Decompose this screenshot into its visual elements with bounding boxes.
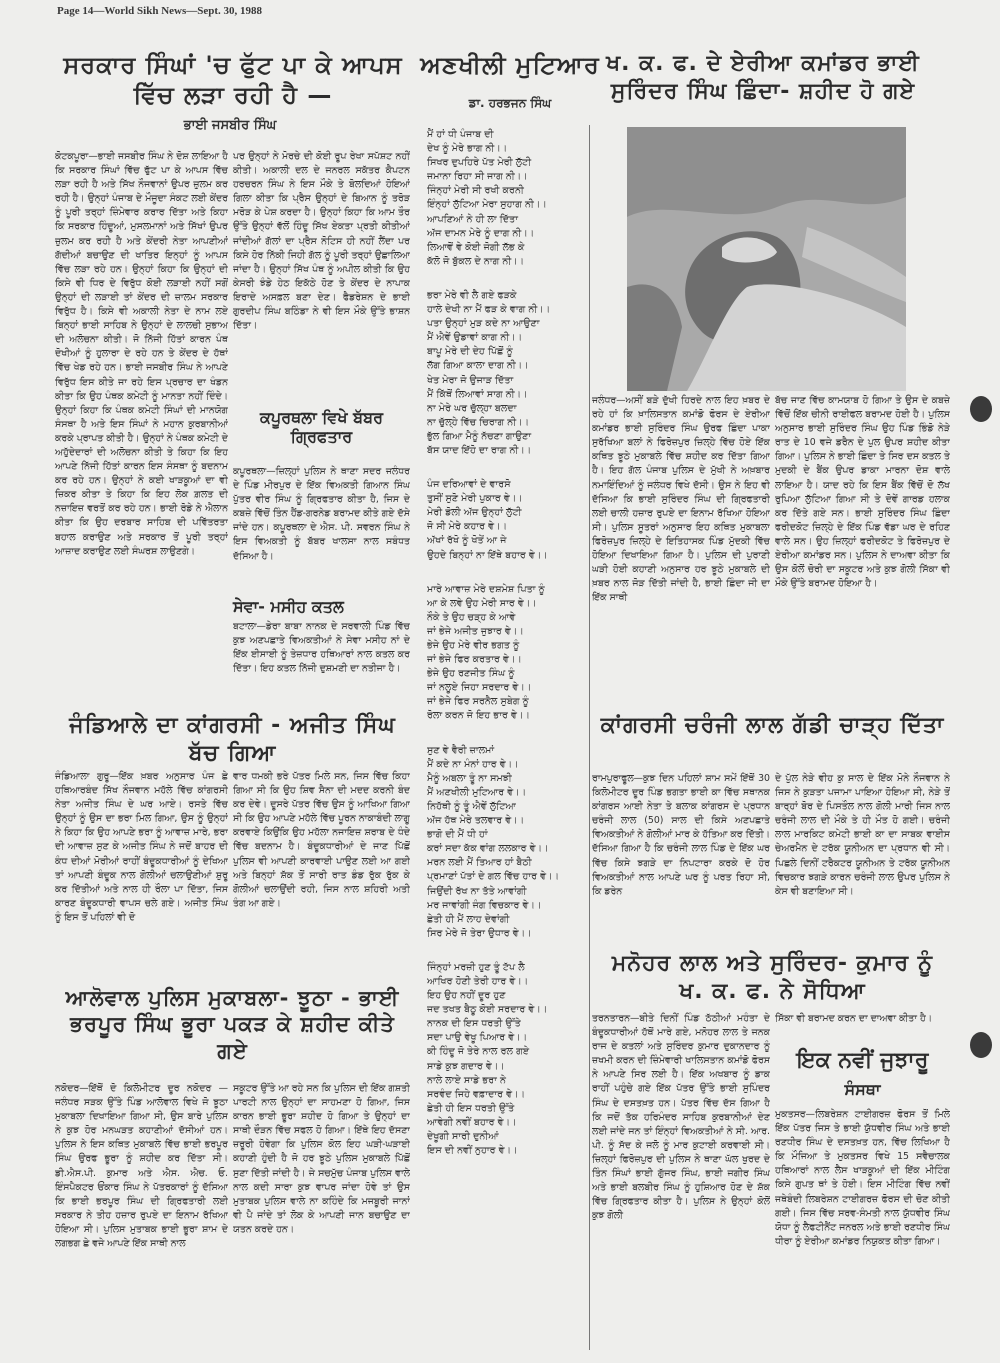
page-folio: Page 14—World Sikh News—Sept. 30, 1988 (57, 5, 263, 17)
poem-line: ਮੈਂ ਕਦੇ ਨਾ ਮੰਨਾਂ ਹਾਰ ਵੇ।। (427, 758, 519, 770)
poem-line: ਭਾਗੋ ਦੀ ਮੈਂ ਧੀ ਹਾਂ (427, 829, 488, 841)
poem-line: ਖੇਤ ਮੇਰਾ ਜੋ ਉਜਾੜ ਦਿੱਤਾ (427, 374, 514, 386)
poem-line: ਨਾਨਕ ਦੀ ਇਸ ਧਰਤੀ ਉੱਤੇ (427, 1018, 521, 1030)
poem-line: ਦੇਖ ਨੂੰ ਮੇਰੇ ਭਾਗ ਨੀ।। (427, 143, 508, 155)
poem-line: ਦੇਖੂਗੀ ਸਾਰੀ ਦੁਨੀਆਂ (427, 1131, 499, 1142)
poem-stanza (427, 744, 602, 941)
manohar-headline: ਮਨੋਹਰ ਲਾਲ ਅਤੇ ਸੁਰਿੰਦਰ- ਕੁਮਾਰ ਨੂੰ ਖ. ਕ. ਫ. ਨੇ ਸੋਧਿਆ (611, 951, 934, 1004)
poem-line: ਮਰਨ ਲਈ ਮੈਂ ਤਿਆਰ ਹਾਂ ਬੈਠੀ (427, 857, 532, 869)
poem-line: ਕਰਾਂ ਸਦਾ ਕੱਕ ਵਾਂਗ ਲਲਕਾਰ ਵੇ।। (427, 843, 549, 855)
poem-line: ਲਿਆਵੋਂ ਵੇ ਕੋਈ ਜੋਗੀ ਲੱਭ ਕੇ (427, 241, 525, 253)
poem-line: ਕੀ ਹਿੰਦੂ ਜੋ ਤੇਰੇ ਨਾਲ ਰਲ ਗਏ (427, 1046, 530, 1058)
poem-line: ਪਤਾ ਉਨ੍ਹਾਂ ਮੁੜ ਕਦੇ ਨਾ ਆਉਣਾ (427, 318, 540, 330)
poem-line: ਮੈਂ ਐਵੇਂ ਉਡਾਵਾਂ ਕਾਗ ਨੀ।। (427, 332, 523, 344)
govt-text-col1: ਕੋਟਕਪੂਰਾ—ਭਾਈ ਜਸਬੀਰ ਸਿੰਘ ਨੇ ਦੋਸ਼ ਲਾਇਆ ਹੈ ਕਿ ਸਰਕਾਰ ਸਿੰਘਾਂ ਵਿੱਚ ਫੁੱਟ ਪਾ ਕੇ ਆਪਸ ਵਿੱਚ ਲੜਾ ਰਹੀ ਹੈ ਅਤੇ ਸਿੱਖ ਨੌਜਵਾਨਾਂ ਉਪਰ ਜ਼ੁਲਮ ਕਰ ਰਹੀ ਹੈ। ਉਨ੍ਹਾਂ ਪੰਜਾਬ ਦੇ ਮੌਜੂਦਾ ਸੰਕਟ ਲਈ ਕੇਂਦਰ ਨੂੰ ਪੂਰੀ ਤਰ੍ਹਾਂ ਜ਼ਿੰਮੇਵਾਰ ਕਰਾਰ ਦਿੱਤਾ ਅਤੇ ਕਿਹਾ ਕਿ ਸਰਕਾਰ ਹਿੰਦੂਆਂ, ਮੁਸਲਮਾਨਾਂ ਅਤੇ ਸਿੱਖਾਂ ਉਪਰ ਜ਼ੁਲਮ ਕਰ ਰਹੀ ਹੈ ਅਤੇ ਕੇਂਦਰੀ ਨੇਤਾ ਆਪਣੀਆਂ ਗੱਦੀਆਂ ਬਚਾਉਣ ਦੀ ਖਾਤਿਰ ਇਨ੍ਹਾਂ ਨੂੰ ਆਪਸ ਵਿੱਚ ਲੜਾ ਰਹੇ ਹਨ। ਉਨ੍ਹਾਂ ਕਿਹਾ ਕਿ ਉਨ੍ਹਾਂ ਦੀ ਕਿਸੇ ਵੀ ਧਿਰ ਦੇ ਵਿਰੁੱਧ ਕੋਈ ਲੜਾਈ ਨਹੀਂ ਸਗੋਂ ਉਨ੍ਹਾਂ ਦੀ ਲੜਾਈ ਤਾਂ ਕੇਂਦਰ ਦੀ ਜ਼ਾਲਮ ਸਰਕਾਰ ਵਿਰੁੱਧ ਹੈ। ਕਿਸੇ ਵੀ ਅਕਾਲੀ ਨੇਤਾ ਦੇ ਨਾਮ ਲਏ ਬਿਨ੍ਹਾਂ ਭਾਈ ਸਾਹਿਬ ਨੇ ਉਨ੍ਹਾਂ ਦੇ ਲਾਲਚੀ ਸੁਭਾਅ ਦੀ ਅਲੋਚਨਾ ਕੀਤੀ। ਜੋ ਨਿੱਜੀ ਹਿੱਤਾਂ ਕਾਰਨ ਪੰਥ ਦੋਖੀਆਂ ਨੂੰ ਹੁਲਾਰਾ ਦੇ ਰਹੇ ਹਨ ਤੇ ਕੇਂਦਰ ਦੇ ਹੱਥਾਂ ਵਿੱਚ ਖੇਡ ਰਹੇ ਹਨ। ਭਾਈ ਜਸਬੀਰ ਸਿੰਘ ਨੇ ਆਪਣੇ ਵਿਰੁੱਧ ਇਸ ਕੀਤੇ ਜਾ ਰਹੇ ਇਸ ਪ੍ਰਚਾਰ ਦਾ ਖੰਡਨ ਕੀਤਾ ਕਿ ਉਹ ਪੰਥਕ ਕਮੇਟੀ ਨੂੰ ਮਾਨਤਾ ਨਹੀਂ ਦਿੰਦੇ। ਉਨ੍ਹਾਂ ਕਿਹਾ ਕਿ ਪੰਥਕ ਕਮੇਟੀ ਸਿੰਘਾਂ ਦੀ ਮਾਨਯੋਗ ਸੰਸਥਾ ਹੈ ਅਤੇ ਇਸ ਸਿੰਘਾਂ ਨੇ ਮਹਾਨ ਕੁਰਬਾਨੀਆਂ ਕਰਕੇ ਪ੍ਰਾਪਤ ਕੀਤੀ ਹੈ। ਉਨ੍ਹਾਂ ਨੇ ਪੰਥਕ ਕਮੇਟੀ ਦੇ ਅਹੁੱਦੇਦਾਰਾਂ ਦੀ ਅਲੋਚਨਾ ਕੀਤੀ ਤੇ ਕਿਹਾ ਕਿ ਇਹ ਆਪਣੇ ਨਿੱਜੀ ਹਿੱਤਾਂ ਕਾਰਨ ਇਸ ਸੰਸਥਾ ਨੂੰ ਬਦਨਾਮ ਕਰ ਰਹੇ ਹਨ। ਉਨ੍ਹਾਂ ਨੇ ਕਈ ਖਾੜਕੂਆਂ ਦਾ ਵੀ ਜ਼ਿਕਰ ਕੀਤਾ ਤੇ ਕਿਹਾ ਕਿ ਇਹ ਲੋਕ ਗ਼ਲਤ ਦੀ ਨਜ਼ਾਇਜ਼ ਵਰਤੋਂ ਕਰ ਰਹੇ ਹਨ। ਭਾਈ ਰੋਡੇ ਨੇ ਐਲਾਨ ਕੀਤਾ ਕਿ ਉਹ ਦਰਬਾਰ ਸਾਹਿਬ ਦੀ ਪਵਿੱਤਰਤਾ ਬਹਾਲ ਕਰਾਉਣ ਅਤੇ ਸਰਕਾਰ ਤੋਂ ਪੂਰੀ ਤਰ੍ਹਾਂ ਆਜ਼ਾਦ ਕਰਾਉਣ ਲਈ ਸੰਘਰਸ਼ ਲਾਉਣਗੇ। (55, 151, 228, 557)
poem-line: ਭੇਜੇ ਉਹ ਰਣਜੀਤ ਸਿੰਘ ਨੂੰ (427, 668, 515, 680)
poem-line: ਨਾ ਚੁੱਲ੍ਹੇ ਵਿੱਚ ਚਿਰਾਗ ਨੀ।। (427, 416, 530, 428)
poem-line: ਜਮਾਨਾ ਰਿਹਾ ਸੀ ਜਾਗ ਨੀ।। (427, 171, 528, 183)
poem-line: ਇੰਨ੍ਹਾਂ ਲੁੱਟਿਆ ਮੇਰਾ ਸੁਹਾਗ ਨੀ।। (427, 199, 547, 211)
poem-stanza (427, 289, 602, 458)
poem-line: ਨਿਹੱਥੀ ਨੂੰ ਤੂੰ ਐਵੇਂ ਲੁੱਟਿਆ (427, 800, 516, 812)
poem-line: ਮੇਰੀ ਡੋਲੀ ਅੱਜ ਉਨ੍ਹਾਂ ਲੁੱਟੀ (427, 507, 522, 519)
poem-line: ਜਾਂ ਭੇਜੇ ਫਿਰ ਕਰਤਾਰ ਵੇ।। (427, 654, 522, 666)
poem-line: ਹਾਲੇ ਦੇਖੀ ਨਾ ਮੈਂ ਫੜ ਕੇ ਵਾਗ ਨੀ।। (427, 304, 551, 316)
poem-line: ਜਿੰਨ੍ਹਾਂ ਮਰਜ਼ੀ ਹੁਣ ਤੂੰ ਟੱਪ ਲੈ (427, 961, 525, 973)
poem-line: ਕੱਲੋ ਜੋ ਬੁੱਕਲ ਦੇ ਨਾਗ ਨੀ।। (427, 255, 525, 267)
poem-byline: ਡਾ. ਹਰਭਜਨ ਸਿੰਘ (468, 96, 552, 110)
poem-line: ਭੁੱਲ ਗਿਆ ਮੈਨੂੰ ਨੱਚਣਾ ਗਾਉਣਾ (427, 430, 532, 442)
poem-line: ਰੋਲਾ ਕਰਨ ਜੋ ਇਹ ਭਾਰ ਵੇ।। (427, 710, 530, 722)
poem-line: ਜਾਂ ਭੇਜੇ ਅਜੀਤ ਜੁਝਾਰ ਵੇ।। (427, 625, 524, 637)
poem-line: ਜਾਂ ਭੇਜੇ ਫਿਰ ਸਰਨੈਲ ਸੁਬੇਗ ਨੂੰ (427, 696, 529, 708)
poem-line: ਸਦਾ ਪਾਉ ਵੇਖੂ ਪਿਆਰ ਵੇ।। (427, 1032, 528, 1044)
poem-stanza (427, 583, 602, 724)
poem-line: ਆ ਕੇ ਲਵੇ ਉਹ ਮੇਰੀ ਸਾਰ ਵੇ।। (427, 597, 537, 609)
martyr-photo (627, 127, 906, 391)
poem-line: ਤੁਸੀਂ ਸੁਣੋ ਮੇਰੀ ਪੁਕਾਰ ਵੇ।। (427, 493, 523, 505)
poem-line: ਸਾਡੇ ਕੁਝ ਗਦਾਰ ਵੇ।। (427, 1060, 505, 1072)
poem-line: ਛੇਤੀ ਹੀ ਮੈਂ ਲਾਹ ਦੇਵਾਂਗੀ (427, 913, 510, 925)
chhinda-text-col1: ਜਲੰਧਰ—ਅਸੀਂ ਬੜੇ ਦੁੱਖੀ ਹਿਰਦੇ ਨਾਲ ਇਹ ਖ਼ਬਰ ਦੇ ਰਹੇ ਹਾਂ ਕਿ ਖ਼ਾਲਿਸਤਾਨ ਕਮਾਂਡੋ ਫੋਰਸ ਦੇ ਏਰੀਆ ਕਮਾਂਡਰ ਭਾਈ ਸੁਰਿੰਦਰ ਸਿੰਘ ਉਰਫ ਛਿੰਦਾ ਪਾਕਾ ਸੁਰੱਖਿਆ ਬਲਾਂ ਨੇ ਫਿਰੋਜ਼ਪੁਰ ਜ਼ਿਲ੍ਹੇ ਵਿੱਚ ਹੋਏ ਇੱਕ ਕਥਿਤ ਝੂਠੇ ਮੁਕਾਬਲੇ ਵਿੱਚ ਸ਼ਹੀਦ ਕਰ ਦਿੱਤਾ ਗਿਆ ਹੈ। ਇਹ ਗੱਲ ਪੰਜਾਬ ਪੁਲਿਸ ਦੇ ਮੁੱਖੀ ਨੇ ਅਖ਼ਬਾਰ ਨਮਾਇੰਦਿਆਂ ਨੂੰ ਜਲੰਧਰ ਵਿਖੇ ਦੱਸੀ। ਉਸ ਨੇ ਇਹ ਵੀ ਦੱਸਿਆ ਕਿ ਭਾਈ ਸੁਰਿੰਦਰ ਸਿੰਘ ਦੀ ਗ੍ਰਿਫਤਾਰੀ ਲਈ ਚਾਲੀ ਹਜ਼ਾਰ ਰੁਪਏ ਦਾ ਇਨਾਮ ਰੱਖਿਆ ਹੋਇਆ ਸੀ। ਪੁਲਿਸ ਸੂਤਰਾਂ ਅਨੁਸਾਰ ਇਹ ਕਥਿਤ ਮੁਕਾਬਲਾ ਫਿਰੋਜ਼ਪੁਰ ਜ਼ਿਲ੍ਹੇ ਦੇ ਇਤਿਹਾਸਕ ਪਿੰਡ ਮੁੱਦਕੀ ਵਿੱਚ ਹੋਇਆ ਦਿਖਾਇਆ ਗਿਆ ਹੈ। ਪੁਲਿਸ ਦੀ ਪੁਰਾਣੀ ਘੜੀ ਹੋਈ ਕਹਾਣੀ ਅਨੁਸਾਰ ਹਰ ਝੂਠੇ ਮੁਕਾਬਲੇ ਦੀ ਖ਼ਬਰ ਨਾਲ ਜੋੜ ਦਿੱਤੀ ਜਾਂਦੀ ਹੈ, ਭਾਈ ਛਿੰਦਾ ਜੀ ਦਾ ਇੱਕ ਸਾਥੀ (592, 395, 770, 604)
poem-line: ਅੱਜ ਦਾਮਨ ਮੇਰੇ ਨੂੰ ਦਾਗ ਨੀ।। (427, 227, 535, 239)
jujharu-subheadline: ਸੰਸਥਾ (844, 1080, 881, 1099)
poem-line: ਜਾਂ ਨਲੂਏ ਜਿਹਾ ਸਰਦਾਰ ਵੇ।। (427, 682, 532, 694)
jujharu-headline: ਇਕ ਨਵੀਂ ਜੁਝਾਰੂ (796, 1048, 929, 1073)
poem-line: ਜਦ ਤਖਤ ਬੈਠੂ ਕੋਈ ਸਰਦਾਰ ਵੇ।। (427, 1004, 548, 1016)
poem-line: ਸਰਵੰਦ ਜਿਹੇ ਵਫ਼ਾਦਾਰ ਵੇ।। (427, 1088, 526, 1100)
poem-line: ਉਹਦੇ ਬਿਨ੍ਹਾਂ ਨਾ ਇੱਥੇ ਬਹਾਰ ਵੇ।। (427, 549, 548, 561)
kapurthala-headline: ਕਪੂਰਥਲਾ ਵਿਖੇ ਬੱਬਰ ਗ੍ਰਿਫਤਾਰ (259, 408, 384, 447)
poem-line: ਜਿੰਨ੍ਹਾਂ ਮੇਰੀ ਸੀ ਰਖੀ ਕਰਨੀ (427, 185, 524, 197)
gaddi-text-col1: ਰਾਮਪੁਰਾਫੂਲ—ਕੁਝ ਦਿਨ ਪਹਿਲਾਂ ਸ਼ਾਮ ਸਮੇਂ ਇੱਥੋਂ 30 ਕਿਲੋਮੀਟਰ ਦੂਰ ਪਿੰਡ ਭਗਤਾ ਭਾਈ ਕਾ ਵਿੱਚ ਸਥਾਨਕ ਕਾਂਗਰਸ ਆਈ ਨੇਤਾ ਤੇ ਬਲਾਕ ਕਾਂਗਰਸ ਦੇ ਪ੍ਰਧਾਨ ਚਰੰਜੀ ਲਾਲ (50) ਸਾਲ ਦੀ ਕਿਸੇ ਅਣਪਛਾਤੇ ਵਿਅਕਤੀਆਂ ਨੇ ਗੋਲੀਆਂ ਮਾਰ ਕੇ ਹੱਤਿਆ ਕਰ ਦਿੱਤੀ। ਦੱਸਿਆ ਗਿਆ ਹੈ ਕਿ ਚਰੰਜੀ ਲਾਲ ਪਿੰਡ ਦੇ ਇੱਕ ਘਰ ਵਿੱਚ ਕਿਸੇ ਝਗੜੇ ਦਾ ਨਿਪਟਾਰਾ ਕਰਕੇ ਦੋ ਹੋਰ ਵਿਅਕਤੀਆਂ ਨਾਲ ਆਪਣੇ ਘਰ ਨੂੰ ਪਰਤ ਰਿਹਾ ਸੀ, ਕਿ ਡਰੇਨ (592, 773, 770, 897)
gaddi-headline: ਕਾਂਗਰਸੀ ਚਰੰਜੀ ਲਾਲ ਗੱਡੀ ਚਾੜ੍ਹ ਦਿੱਤਾ (600, 713, 945, 738)
alowal-headline: ਆਲੋਵਾਲ ਪੁਲਿਸ ਮੁਕਾਬਲਾ- ਝੂਠਾ - ਭਾਈ ਭਰਪੂਰ ਸਿੰਘ ਭੂਰਾ ਪਕੜ ਕੇ ਸ਼ਹੀਦ ਕੀਤੇ ਗਏ (65, 986, 400, 1063)
jujharu-text: ਮੁਕਤਸਰ—ਲਿਬਰੇਸ਼ਨ ਟਾਈਗਰਜ਼ ਫੋਰਸ ਤੋਂ ਮਿਲੇ ਇੱਕ ਪੱਤਰ ਜਿਸ ਤੇ ਭਾਈ ਯੁੱਧਵੀਰ ਸਿੰਘ ਅਤੇ ਭਾਈ ਰਣਧੀਰ ਸਿੰਘ ਦੇ ਦਸਤਖ਼ਤ ਹਨ, ਵਿੱਚ ਲਿਖਿਆ ਹੈ ਕਿ ਮੌਜਿਆ ਤੇ ਮੁਕਤਸਰ ਵਿਖੇ 15 ਸਵੈਚਾਲਕ ਹਥਿਆਰਾਂ ਨਾਲ ਲੈਸ ਖਾੜਕੂਆਂ ਦੀ ਇੱਕ ਮੀਟਿੰਗ ਕਿਸੇ ਗੁਪਤ ਥਾਂ ਤੇ ਹੋਈ। ਇਸ ਮੀਟਿੰਗ ਵਿੱਚ ਨਵੀਂ ਜਥੇਬੰਦੀ ਲਿਬਰੇਸ਼ਨ ਟਾਈਗਰਜ਼ ਫੋਰਸ ਦੀ ਚੋਣ ਕੀਤੀ ਗਈ। ਜਿਸ ਵਿੱਚ ਸਰਵ-ਸੰਮਤੀ ਨਾਲ ਯੁੱਧਵੀਰ ਸਿੰਘ ਯੋਧਾ ਨੂੰ ਲੈਫਟੀਨੈਂਟ ਜਨਰਲ ਅਤੇ ਭਾਈ ਰਣਧੀਰ ਸਿੰਘ ਧੀਰਾ ਨੂੰ ਏਰੀਆ ਕਮਾਂਡਰ ਨਿਯੁਕਤ ਕੀਤਾ ਗਿਆ। (775, 1109, 950, 1247)
poem-line: ਮੈਂ ਅਣਖੀਲੀ ਮੁਟਿਆਰ ਵੇ।। (427, 786, 527, 798)
poem-line: ਸੁਣ ਵੇ ਵੈਰੀ ਜ਼ਾਲਮਾਂ (427, 744, 495, 756)
govt-text-col2: ਪਰ ਉਨ੍ਹਾਂ ਨੇ ਮੋਰਚੇ ਦੀ ਕੋਈ ਰੂਪ ਰੇਖਾ ਸਪੱਸ਼ਟ ਨਹੀਂ ਕੀਤੀ। ਅਕਾਲੀ ਦਲ ਦੇ ਜਨਰਲ ਸਕੱਤਰ ਕੈਪਟਨ ਹਰਚਰਨ ਸਿੰਘ ਨੇ ਇਸ ਮੌਕੇ ਤੇ ਬੋਲਦਿਆਂ ਹੋਇਆਂ ਗਿਲਾ ਕੀਤਾ ਕਿ ਪ੍ਰੈਸ ਉਨ੍ਹਾਂ ਦੇ ਬਿਆਨ ਨੂੰ ਤਰੋੜ ਮਰੋੜ ਕੇ ਪੇਸ਼ ਕਰਦਾ ਹੈ। ਉਨ੍ਹਾਂ ਕਿਹਾ ਕਿ ਆਮ ਤੌਰ ਉੱਤੇ ਉਨ੍ਹਾਂ ਵੱਲੋਂ ਹਿੰਦੂ ਸਿੱਖ ਏਕਤਾ ਪ੍ਰਤੀ ਕੀਤੀਆਂ ਜਾਂਦੀਆਂ ਗੱਲਾਂ ਦਾ ਪ੍ਰੈਸ ਨੋਟਿਸ ਹੀ ਨਹੀਂ ਲੈਂਦਾ ਪਰ ਕਿਸੇ ਹੋਰ ਨਿੱਕੀ ਜਿਹੀ ਗੱਲ ਨੂੰ ਪੂਰੀ ਤਰ੍ਹਾਂ ਉਛਾਲਿਆ ਜਾਂਦਾ ਹੈ। ਉਨ੍ਹਾਂ ਸਿੱਖ ਪੰਥ ਨੂੰ ਅਪੀਲ ਕੀਤੀ ਕਿ ਉਹ ਕੇਸਰੀ ਝੰਡੇ ਹੇਠ ਇਕੱਠੇ ਹੋਣ ਤੇ ਕੇਂਦਰ ਦੇ ਨਾਪਾਕ ਇਰਾਦੇ ਅਸਫ਼ਲ ਬਣਾ ਦੇਣ। ਫੈਡਰੇਸ਼ਨ ਦੇ ਭਾਈ ਗੁਰਦੀਪ ਸਿੰਘ ਬਠਿੰਡਾ ਨੇ ਵੀ ਇਸ ਮੌਕੇ ਉੱਤੇ ਭਾਸ਼ਨ ਦਿੱਤਾ। (233, 151, 410, 332)
poem-line: ਨੌਕੇ ਤੇ ਉਹ ਚੜ੍ਹ ਕੇ ਆਵੇ (427, 611, 516, 623)
manohar-text-col1: ਤਰਨਤਾਰਨ—ਬੀਤੇ ਦਿਨੀਂ ਪਿੰਡ ਠੱਠੀਆਂ ਮਹੰਤਾ ਦੇ ਬੰਦੂਕਧਾਰੀਆਂ ਹੱਥੋਂ ਮਾਰੇ ਗਏ, ਮਨੋਹਰ ਲਾਲ ਤੇ ਜਨਕ ਰਾਜ ਦੇ ਕਤਲਾਂ ਅਤੇ ਸੁਰਿੰਦਰ ਕੁਮਾਰ ਦੁਕਾਨਦਾਰ ਨੂੰ ਜ਼ਖਮੀ ਕਰਨ ਦੀ ਜ਼ਿੰਮੇਵਾਰੀ ਖਾਲਿਸਤਾਨ ਕਮਾਂਡੋ ਫੋਰਸ ਨੇ ਆਪਣੇ ਸਿਰ ਲਈ ਹੈ। ਇੱਕ ਅਖਬਾਰ ਨੂੰ ਡਾਕ ਰਾਹੀਂ ਪਹੁੰਚੇ ਗਏ ਇੱਕ ਪੱਤਰ ਉੱਤੇ ਭਾਈ ਸੁਪਿੰਦਰ ਸਿੰਘ ਦੇ ਦਸਤਖ਼ਤ ਹਨ। ਪੱਤਰ ਵਿੱਚ ਦੱਸ ਗਿਆ ਹੈ ਕਿ ਜਦੋਂ ਤੱਕ ਹਰਿਮੰਦਰ ਸਾਹਿਬ ਕੁਰਬਾਨੀਆਂ ਦੇਣ ਲਈ ਜਾਂਦੇ ਜਨ ਤਾਂ ਇੰਨ੍ਹਾਂ ਵਿਅਕਤੀਆਂ ਨੇ ਸੀ. ਆਰ. ਪੀ. ਨੂੰ ਸੱਦ ਕੇ ਜਲੋ ਨੂੰ ਮਾਰ ਕੁਟਾਈ ਕਰਵਾਈ ਸੀ। ਜ਼ਿਲ੍ਹਾਂ ਫਿਰੋਜ਼ਪੁਰ ਦੀ ਪੁਲਿਸ ਨੇ ਥਾਣਾ ਘੱਲ ਖੁਰਦ ਦੇ ਤਿੰਨ ਸਿੰਘਾਂ ਭਾਈ ਗੁੱਜਰ ਸਿੰਘ, ਭਾਈ ਜਗੀਰ ਸਿੰਘ ਅਤੇ ਭਾਈ ਬਲਬੀਰ ਸਿੰਘ ਨੂੰ ਹੁਸ਼ਿਆਰ ਹੋਣ ਦੇ ਸ਼ੱਕ ਵਿੱਚ ਗ੍ਰਿਫਤਾਰ ਕੀਤਾ ਹੈ। ਪੁਲਿਸ ਨੇ ਉਨ੍ਹਾਂ ਕੋਲੋਂ ਕੁਝ ਗੋਲੀ (592, 1013, 770, 1222)
govt-byline: ਭਾਈ ਜਸਬੀਰ ਸਿੰਘ (183, 118, 277, 133)
chhinda-headline: ਖ. ਕ. ਫ. ਦੇ ਏਰੀਆ ਕਮਾਂਡਰ ਭਾਈ ਸੁਰਿੰਦਰ ਸਿੰਘ ਛਿੰਦਾ- ਸ਼ਹੀਦ ਹੋ ਗਏ (606, 51, 920, 104)
poem-line: ਨਾਲੇ ਲਾਏ ਸਾਡੇ ਭਰਾ ਨੇ (427, 1074, 506, 1086)
poem-line: ਛੇਤੀ ਹੀ ਇਸ ਧਰਤੀ ਉੱਤੇ (427, 1102, 515, 1114)
poem-line: ਸਿਖਰ ਦੁਪਹਿਰੇ ਪੱਤ ਮੇਰੀ ਲੁੱਟੀ (427, 157, 532, 169)
poem-line: ਜੋ ਸੀ ਮੇਰੇ ਕਹਾਰ ਵੇ।। (427, 521, 508, 533)
poem-line: ਆਵੇਗੀ ਨਵੀਂ ਬਹਾਰ ਵੇ।। (427, 1116, 517, 1128)
poem-headline: ਅਣਖੀਲੀ ਮੁਟਿਆਰ (420, 51, 600, 79)
poem-line: ਮੈਨੂੰ ਅਬਲਾ ਤੂੰ ਨਾ ਸਮਝੀ (427, 772, 512, 784)
poem-line: ਲੱਗ ਗਿਆ ਕਾਲਾ ਦਾਗ ਨੀ।। (427, 360, 529, 372)
poem-stanza (427, 128, 602, 269)
poem-body (427, 128, 602, 1348)
poem-line: ਭੇਜੇ ਉਹ ਮੇਰੇ ਵੀਰ ਭਗਤ ਨੂੰ (427, 640, 520, 651)
poem-line: ਮਾਰੇ ਆਵਾਜ਼ ਮੇਰੇ ਦਸ਼ਮੇਸ਼ ਪਿਤਾ ਨੂੰ (427, 583, 545, 595)
poem-line: ਬਾਪੂ ਮੇਰੇ ਦੀ ਦੇਹ ਪਿੱਛੋਂ ਨੂੰ (427, 346, 513, 358)
poem-line: ਅੱਜ ਹੱਥ ਮੇਰੇ ਤਲਵਾਰ ਵੇ।। (427, 815, 525, 827)
manohar-text-col2: ਸਿੱਕਾ ਵੀ ਬਰਾਮਦ ਕਰਨ ਦਾ ਦਾਅਵਾ ਕੀਤਾ ਹੈ। (775, 1013, 933, 1024)
poem-line: ਸਿਰ ਮੇਰੇ ਜੋ ਤੇਰਾ ਉਧਾਰ ਵੇ।। (427, 927, 532, 939)
masih-headline: ਸੇਵਾ- ਮਸੀਹ ਕਤਲ (233, 597, 344, 616)
martyr-photo-image (627, 127, 906, 391)
poem-line: ਨਾ ਮੇਰੇ ਘਰ ਚੁੱਲ੍ਹਾ ਬਲਦਾ (427, 402, 517, 414)
alowal-text-col2: ਸਕੂਟਰ ਉੱਤੇ ਆ ਰਹੇ ਸਨ ਕਿ ਪੁਲਿਸ ਦੀ ਇੱਕ ਗਸ਼ਤੀ ਪਾਰਟੀ ਨਾਲ ਉਨ੍ਹਾਂ ਦਾ ਸਾਹਮਣਾ ਹੋ ਗਿਆ, ਜਿਸ ਕਾਰਨ ਭਾਈ ਭੂਰਾ ਸ਼ਹੀਦ ਹੋ ਗਿਆ ਤੇ ਉਨ੍ਹਾਂ ਦਾ ਸਾਥੀ ਦੌੜਨ ਵਿੱਚ ਸਫਲ ਹੋ ਗਿਆ। ਇੱਥੇ ਇਹ ਦੱਸਣਾ ਜ਼ਰੂਰੀ ਹੋਵੇਗਾ ਕਿ ਪੁਲਿਸ ਕੋਲ ਇਹ ਘੜੀ-ਘੜਾਈ ਕਹਾਣੀ ਹੁੰਦੀ ਹੈ ਜੋ ਹਰ ਝੂਠੇ ਪੁਲਿਸ ਮੁਕਾਬਲੇ ਪਿੱਛੋਂ ਸੁਣਾ ਦਿੱਤੀ ਜਾਂਦੀ ਹੈ। ਜੇ ਸਚਮੁੱਚ ਪੰਜਾਬ ਪੁਲਿਸ ਵਾਲੇ ਨਾਲ ਕਦੀ ਸਾਰਾ ਕੁਝ ਵਾਪਰ ਜਾਂਦਾ ਹੋਵੇ ਤਾਂ ਉਸ ਮੁਤਾਬਕ ਪੁਲਿਸ ਵਾਲੇ ਨਾ ਕਹਿੰਦੇ ਕਿ ਮਜਬੂਰੀ ਜਾਨਾਂ ਵੀ ਪੈ ਜਾਂਦੇ ਤਾਂ ਲੋਕ ਕੇ ਆਪਣੀ ਜਾਨ ਬਚਾਉਣ ਦਾ ਯਤਨ ਕਰਦੇ ਹਨ। (233, 1083, 410, 1235)
alowal-text-col1: ਨਕੋਦਰ—ਇੱਥੋਂ ਦੋ ਕਿਲੋਮੀਟਰ ਦੂਰ ਨਕੋਦਰ — ਜਲੰਧਰ ਸੜਕ ਉੱਤੇ ਪਿੰਡ ਆਲੋਵਾਲ ਵਿਖੇ ਜੋ ਝੂਠਾ ਮੁਕਾਬਲਾ ਦਿਖਾਇਆ ਗਿਆ ਸੀ, ਉਸ ਬਾਰੇ ਪੁਲਿਸ ਨੇ ਕੁਝ ਹੋਰ ਮਨਘੜਤ ਕਹਾਣੀਆਂ ਦੱਸੀਆਂ ਹਨ। ਪੁਲਿਸ ਨੇ ਇਸ ਕਥਿਤ ਮੁਕਾਬਲੇ ਵਿੱਚ ਭਾਈ ਭਰਪੂਰ ਸਿੰਘ ਉਰਫ ਭੂਰਾ ਨੂੰ ਸ਼ਹੀਦ ਕਰ ਦਿੱਤਾ ਸੀ। ਡੀ.ਐਸ.ਪੀ. ਕੁਮਾਰ ਅਤੇ ਐਸ. ਐਚ. ਓ. ਇੰਸਪੈਕਟਰ ਓਂਕਾਰ ਸਿੰਘ ਨੇ ਪੱਤਰਕਾਰਾਂ ਨੂੰ ਦੱਸਿਆ ਕਿ ਭਾਈ ਭਰਪੂਰ ਸਿੰਘ ਦੀ ਗ੍ਰਿਫਤਾਰੀ ਲਈ ਸਰਕਾਰ ਨੇ ਤੀਹ ਹਜ਼ਾਰ ਰੁਪਏ ਦਾ ਇਨਾਮ ਰੱਖਿਆ ਹੋਇਆ ਸੀ। ਪੁਲਿਸ ਮੁਤਾਬਕ ਭਾਈ ਭੂਰਾ ਸ਼ਾਮ ਦੇ ਲਗਭਗ ਛੇ ਵਜੇ ਆਪਣੇ ਇੱਕ ਸਾਥੀ ਨਾਲ (55, 1083, 228, 1250)
poem-line: ਇਹ ਉਹ ਨਹੀਂ ਦੂਰ ਹੁਣ (427, 990, 506, 1002)
jandiala-text-col2: ਵਾਰ ਧਮਕੀ ਭਰੇ ਪੱਤਰ ਮਿਲੇ ਸਨ, ਜਿਸ ਵਿੱਚ ਕਿਹਾ ਗਿਆ ਸੀ ਕਿ ਉਹ ਸ਼ਿਵ ਸੈਨਾ ਦੀ ਮਦਦ ਕਰਨੀ ਬੰਦ ਕਰ ਦੇਵੇ। ਦੂਸਰੇ ਪੱਤਰ ਵਿੱਚ ਉਸ ਨੂੰ ਆਖਿਆ ਗਿਆ ਸੀ ਕਿ ਉਹ ਆਪਣੇ ਮਹੱਲੇ ਵਿੱਚ ਪੂਰਨ ਨਾਕਾਬੰਦੀ ਲਾਗੂ ਕਰਵਾਏ ਕਿਉਂਕਿ ਉਹ ਮਹੱਲਾ ਨਜਾਇਜ਼ ਸ਼ਰਾਬ ਦੇ ਧੰਦੇ ਵਿੱਚ ਬਦਨਾਮ ਹੈ। ਬੰਦੂਕਧਾਰੀਆਂ ਦੇ ਜਾਣ ਪਿੱਛੋਂ ਪੁਲਿਸ ਵੀ ਆਪਣੀ ਕਾਰਵਾਈ ਪਾਉਣ ਲਈ ਆ ਗਈ ਅਤੇ ਬਿਨ੍ਹਾਂ ਸ਼ੱਕ ਤੋਂ ਸਾਰੀ ਰਾਤ ਡੰਡ ਰੁੱਕ ਰੁੱਕ ਕੇ ਗੋਲੀਆਂ ਚਲਾਉਂਦੀ ਰਹੀ, ਜਿਸ ਨਾਲ ਸ਼ਹਿਰੀ ਅਤੀ ਤੰਗ ਆ ਗਏ। (233, 771, 410, 909)
poem-line: ਮੈਂ ਕਿੱਥੋਂ ਲਿਆਵਾਂ ਸਾਗ ਨੀ।। (427, 388, 528, 400)
poem-line: ਆਪਣਿਆਂ ਨੇ ਹੀ ਲਾ ਦਿੱਤਾ (427, 213, 518, 225)
jandiala-headline: ਜੰਡਿਆਲੇ ਦਾ ਕਾਂਗਰਸੀ - ਅਜੀਤ ਸਿੰਘ ਬੱਚ ਗਿਆ (69, 713, 396, 766)
column-rule (589, 125, 590, 1350)
poem-line: ਇਸ ਦੀ ਨਵੀਂ ਨੁਹਾਰ ਵੇ।। (427, 1145, 518, 1157)
poem-stanza (427, 961, 602, 1158)
govt-headline: ਸਰਕਾਰ ਸਿੰਘਾਂ 'ਚ ਫੁੱਟ ਪਾ ਕੇ ਆਪਸ ਵਿੱਚ ਲੜਾ ਰਹੀ ਹੈ — (63, 51, 403, 109)
poem-line: ਭਰਾ ਮੇਰੇ ਵੀ ਲੈ ਗਏ ਫੜਕੇ (427, 289, 517, 301)
poem-line: ਮਰ ਜਾਵਾਂਗੀ ਜੰਗ ਵਿਚਕਾਰ ਵੇ।। (427, 899, 542, 911)
gaddi-text-col2: ਦੇ ਪੁੱਲ ਨੇੜੇ ਵੀਹ ਕੁ ਸਾਲ ਦੇ ਇੱਕ ਮੋਨੇ ਨੌਜਵਾਨ ਨੇ ਜਿਸ ਨੇ ਕੁੜਤਾ ਪਜਾਮਾ ਪਾਇਆ ਹੋਇਆ ਸੀ, ਨੇੜੇ ਤੋਂ ਬਾਰ੍ਹਾਂ ਬੋਰ ਦੇ ਪਿਸਤੌਲ ਨਾਲ ਗੋਲੀ ਮਾਰੀ ਜਿਸ ਨਾਲ ਚਰੰਜੀ ਲਾਲ ਦੀ ਮੌਕੇ ਤੇ ਹੀ ਮੌਤ ਹੋ ਗਈ। ਚਰੰਜੀ ਲਾਲ ਮਾਰਕਿਟ ਕਮੇਟੀ ਭਾਈ ਕਾ ਦਾ ਸਾਬਕ ਵਾਈਸ ਚੇਅਰਮੈਨ ਦੇ ਟਰੱਕ ਯੂਨੀਅਨ ਦਾ ਪ੍ਰਧਾਨ ਵੀ ਸੀ। ਪਿਛਲੇ ਦਿਨੀਂ ਟਰੈਕਟਰ ਯੂਨੀਅਨ ਤੇ ਟਰੱਕ ਯੂਨੀਅਨ ਵਿਚਕਾਰ ਝਗੜੇ ਕਾਰਨ ਚਰੰਜੀ ਲਾਲ ਉਪਰ ਪੁਲਿਸ ਨੇ ਕੇਸ ਵੀ ਬਣਾਇਆ ਸੀ। (775, 773, 950, 897)
jandiala-text-col1: ਜੰਡਿਆਲਾ ਗੁਰੂ—ਇੱਕ ਖ਼ਬਰ ਅਨੁਸਾਰ ਪੰਜ ਛੇ ਹਥਿਆਰਬੰਦ ਸਿੱਖ ਨੌਜਵਾਨ ਮਹੱਲੇ ਵਿੱਚ ਕਾਂਗਰਸੀ ਨੇਤਾ ਅਜੀਤ ਸਿੰਘ ਦੇ ਘਰ ਆਏ। ਰਸਤੇ ਵਿੱਚ ਉਨ੍ਹਾਂ ਨੂੰ ਉਸ ਦਾ ਭਰਾ ਮਿਲ ਗਿਆ, ਉਸ ਨੂੰ ਉਨ੍ਹਾਂ ਨੇ ਕਿਹਾ ਕਿ ਉਹ ਆਪਣੇ ਭਰਾ ਨੂੰ ਆਵਾਜ਼ ਮਾਰੇ, ਭਰਾ ਦੀ ਆਵਾਜ਼ ਸੁਣ ਕੇ ਅਜੀਤ ਸਿੰਘ ਨੇ ਜਦੋਂ ਬਾਹਰ ਦੀ ਕੰਧ ਦੀਆਂ ਮੋਰੀਆਂ ਰਾਹੀਂ ਬੰਦੂਕਧਾਰੀਆਂ ਨੂੰ ਦੇਖਿਆ ਤਾਂ ਆਪਣੀ ਬੰਦੂਕ ਨਾਲ ਗੋਲੀਆਂ ਚਲਾਉਣੀਆਂ ਸ਼ੁਰੂ ਕਰ ਦਿੱਤੀਆਂ ਅਤੇ ਨਾਲ ਹੀ ਰੌਲਾ ਪਾ ਦਿੱਤਾ, ਜਿਸ ਕਾਰਣ ਬੰਦੂਕਧਾਰੀ ਵਾਪਸ ਚਲੇ ਗਏ। ਅਜੀਤ ਸਿੰਘ ਨੂੰ ਇਸ ਤੋਂ ਪਹਿਲਾਂ ਵੀ ਦੋ (55, 771, 228, 923)
masih-text: ਬਟਾਲਾ—ਡੇਰਾ ਬਾਬਾ ਨਾਨਕ ਦੇ ਸਰਵਾਲੀ ਪਿੰਡ ਵਿੱਚ ਕੁਝ ਅਣਪਛਾਤੇ ਵਿਅਕਤੀਆਂ ਨੇ ਸੇਵਾ ਮਸੀਹ ਨਾਂ ਦੇ ਇੱਕ ਈਸਾਈ ਨੂੰ ਤੇਜ਼ਧਾਰ ਹਥਿਆਰਾਂ ਨਾਲ ਕਤਲ ਕਰ ਦਿੱਤਾ। ਇਹ ਕਤਲ ਨਿੱਜੀ ਦੁਸ਼ਮਣੀ ਦਾ ਨਤੀਜਾ ਹੈ। (233, 621, 410, 675)
poem-line: ਅੱਖਾਂ ਰੱਖੋ ਨੂੰ ਖੋਤੇਂ ਆ ਜੇ (427, 535, 507, 547)
binder-hole (970, 1032, 992, 1058)
poem-line: ਆਖਿਰ ਹੋਣੀ ਤੇਰੀ ਹਾਰ ਵੇ।। (427, 975, 529, 987)
poem-line: ਜਿਉਂਦੀ ਰੱਖ ਨਾ ਤੱਤੇ ਆਵਾਂਗੀ (427, 885, 527, 897)
kapurthala-text: ਕਪੂਰਥਲਾ—ਜ਼ਿਲ੍ਹਾਂ ਪੁਲਿਸ ਨੇ ਥਾਣਾ ਸਦਰ ਜਲੰਧਰ ਦੇ ਪਿੰਡ ਮੀਰਪੁਰ ਦੇ ਇੱਕ ਵਿਅਕਤੀ ਗਿਆਨ ਸਿੰਘ ਪੁੱਤਰ ਵੀਰ ਸਿੰਘ ਨੂੰ ਗ੍ਰਿਫਤਾਰ ਕੀਤਾ ਹੈ, ਜਿਸ ਦੇ ਕਬਜ਼ੇ ਵਿੱਚੋਂ ਤਿੰਨ ਹੈਂਡ-ਗਰਨੇਡ ਬਰਾਮਦ ਕੀਤੇ ਗਏ ਦੱਸੇ ਜਾਂਦੇ ਹਨ। ਕਪੂਰਥਲਾ ਦੇ ਐਸ. ਪੀ. ਸਵਰਨ ਸਿੰਘ ਨੇ ਇਸ ਵਿਅਕਤੀ ਨੂੰ ਬੱਬਰ ਖਾਲਸਾ ਨਾਲ ਸਬੰਧਤ ਦੱਸਿਆ ਹੈ। (233, 466, 410, 562)
binder-hole (970, 396, 992, 422)
poem-line: ਮੈਂ ਹਾਂ ਧੀ ਪੰਜਾਬ ਦੀ (427, 129, 494, 140)
poem-stanza (427, 478, 602, 563)
chhinda-text-col2: ਬੱਚ ਜਾਣ ਵਿੱਚ ਕਾਮਯਾਬ ਹੋ ਗਿਆ ਤੇ ਉਸ ਦੇ ਕਬਜ਼ੇ ਵਿੱਚੋਂ ਇੱਕ ਚੀਨੀ ਰਾਈਫਲ ਬਰਾਮਦ ਹੋਈ ਹੈ। ਪੁਲਿਸ ਅਨੁਸਾਰ ਭਾਈ ਸੁਰਿੰਦਰ ਸਿੰਘ ਉਹ ਪਿੰਡ ਭਿੰਡੋ ਨੇੜੇ ਰਾਤ ਦੇ 10 ਵਜੇ ਡਰੈਨ ਦੇ ਪੁਲ ਉਪਰ ਸ਼ਹੀਦ ਕੀਤਾ ਗਿਆ। ਪੁਲਿਸ ਨੇ ਭਾਈ ਛਿੰਦਾ ਤੇ ਸਿਰ ਦਸ ਕਤਲ ਤੇ ਮੁਦਕੀ ਦੇ ਬੈਂਕ ਉਪਰ ਡਾਕਾ ਮਾਰਨਾ ਦੋਸ਼ ਵਾਲੇ ਲਾਇਆ ਹੈ। ਯਾਦ ਰਹੇ ਕਿ ਇਸ ਬੈਂਕ ਵਿੱਚੋਂ ਦੋ ਲੱਖ ਰੁਪਿਆ ਲੁੱਟਿਆ ਗਿਆ ਸੀ ਤੇ ਦੋਵੇਂ ਗਾਰਡ ਹਲਾਕ ਕਰ ਦਿੱਤੇ ਗਏ ਸਨ। ਭਾਈ ਸੁਰਿੰਦਰ ਸਿੰਘ ਛਿੰਦਾ ਫਰੀਦਕੋਟ ਜ਼ਿਲ੍ਹੇ ਦੇ ਇੱਕ ਪਿੰਡ ਵੱਡਾ ਘਰ ਦੇ ਰਹਿਣ ਵਾਲੇ ਸਨ। ਉਹ ਜ਼ਿਲ੍ਹਾਂ ਫਰੀਦਕੋਟ ਤੇ ਫਿਰੋਜ਼ਪੁਰ ਦੇ ਏਰੀਆ ਕਮਾਂਡਰ ਸਨ। ਪੁਲਿਸ ਨੇ ਦਾਅਵਾ ਕੀਤਾ ਕਿ ਉਸ ਕੋਲੋਂ ਚੋਰੀ ਦਾ ਸਕੂਟਰ ਅਤੇ ਕੁਝ ਗੋਲੀ ਸਿੱਕਾ ਵੀ ਮੌਕੇ ਉੱਤੇ ਬਰਾਮਦ ਹੋਇਆ ਹੈ। (775, 395, 950, 590)
poem-line: ਪੰਜ ਦਰਿਆਵਾਂ ਦੇ ਵਾਰਸੋ (427, 479, 511, 491)
poem-line: ਬੱਸ ਯਾਦ ਇੱਹੋ ਦਾ ਰਾਗ ਨੀ।। (427, 444, 532, 456)
poem-line: ਪ੍ਰਮਾਣਾਂ ਪੱਤਾਂ ਦੇ ਗਲ ਵਿੱਚ ਹਾਰ ਵੇ।। (427, 871, 560, 883)
